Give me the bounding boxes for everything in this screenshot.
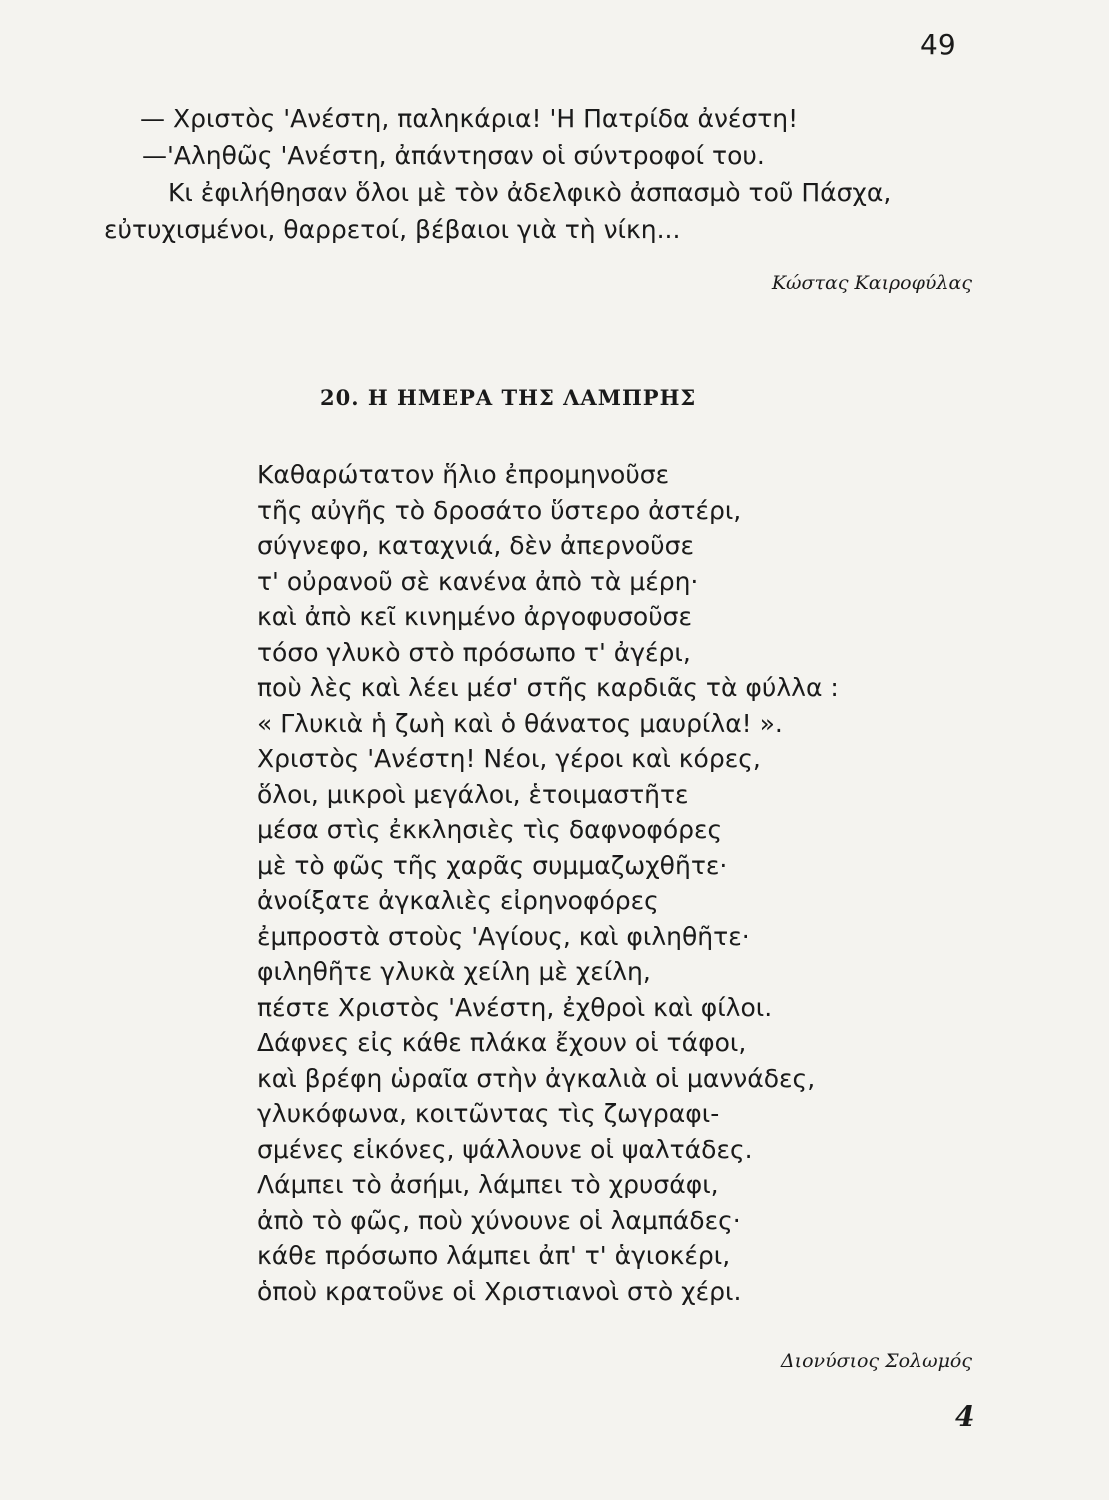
poem-line: γλυκόφωνα, κοιτῶντας τὶς ζωγραφι-: [257, 1099, 720, 1128]
poem-line: σμένες εἰκόνες, ψάλλουνε οἱ ψαλτάδες.: [257, 1134, 753, 1164]
signature-number: 4: [955, 1400, 975, 1433]
poem-line: ὅλοι, μικροὶ μεγάλοι, ἑτοιμαστῆτε: [257, 779, 689, 809]
poem-line: μὲ τὸ φῶς τῆς χαρᾶς συμμαζωχθῆτε·: [257, 850, 728, 880]
page-number: 49: [920, 28, 956, 61]
poem-line: φιληθῆτε γλυκὰ χείλη μὲ χείλη,: [257, 957, 651, 986]
poem-line: Δάφνες εἰς κάθε πλάκα ἔχουν οἱ τάφοι,: [257, 1028, 747, 1057]
poem-line: Καθαρώτατον ἥλιο ἐπρομηνοῦσε: [257, 460, 670, 489]
prose-passage: [104, 100, 972, 248]
poem-title: 20. Η ΗΜΕΡΑ ΤΗΣ ΛΑΜΠΡΗΣ: [320, 385, 697, 410]
poem-line: κάθε πρόσωπο λάμπει ἀπ' τ' ἁγιοκέρι,: [257, 1241, 731, 1270]
poem-line: τόσο γλυκὸ στὸ πρόσωπο τ' ἀγέρι,: [257, 637, 691, 667]
prose-author: Κώστας Καιροφύλας: [771, 272, 972, 294]
poem-line: μέσα στὶς ἐκκλησιὲς τὶς δαφνοφόρες: [257, 815, 723, 844]
poem-line: ἐμπροστὰ στοὺς 'Αγίους, καὶ φιληθῆτε·: [257, 921, 750, 951]
poem-line: τῆς αὐγῆς τὸ δροσάτο ὕστερο ἀστέρι,: [257, 495, 742, 525]
poem-line: ἀπὸ τὸ φῶς, ποὺ χύνουνε οἱ λαμπάδες·: [257, 1205, 741, 1235]
poem: [257, 457, 957, 1309]
prose-line: —'Αληθῶς 'Ανέστη, ἀπάντησαν οἱ σύντροφοί του.: [142, 141, 765, 170]
poem-line: πέστε Χριστὸς 'Ανέστη, ἐχθροὶ καὶ φίλοι.: [257, 992, 773, 1022]
poem-line: Χριστὸς 'Ανέστη! Νέοι, γέροι καὶ κόρες,: [257, 744, 761, 773]
prose-line: Κι ἐφιλήθησαν ὅλοι μὲ τὸν ἀδελφικὸ ἀσπασμὸ τοῦ Πάσχα,: [168, 178, 892, 207]
poem-line: ὁποὺ κρατοῦνε οἱ Χριστιανοὶ στὸ χέρι.: [257, 1276, 742, 1306]
poem-line: « Γλυκιὰ ἡ ζωὴ καὶ ὁ θάνατος μαυρίλα! ».: [257, 708, 783, 738]
poem-line: σύγνεφο, καταχνιά, δὲν ἀπερνοῦσε: [257, 531, 694, 560]
poem-line: καὶ βρέφη ὡραῖα στὴν ἀγκαλιὰ οἱ μαννάδες,: [257, 1063, 816, 1093]
prose-line: — Χριστὸς 'Ανέστη, παληκάρια! 'Η Πατρίδα ἀνέστη!: [140, 104, 799, 133]
poem-line: καὶ ἀπὸ κεῖ κινημένο ἀργοφυσοῦσε: [257, 602, 693, 631]
poem-line: Λάμπει τὸ ἀσήμι, λάμπει τὸ χρυσάφι,: [257, 1170, 719, 1199]
poem-line: ποὺ λὲς καὶ λέει μέσ' στῆς καρδιᾶς τὰ φύλλα :: [257, 673, 839, 702]
poem-author: Διονύσιος Σολωμός: [780, 1350, 972, 1372]
poem-line: ἀνοίξατε ἀγκαλιὲς εἰρηνοφόρες: [257, 886, 659, 915]
prose-line: εὐτυχισμένοι, θαρρετοί, βέβαιοι γιὰ τὴ νίκη...: [104, 215, 681, 244]
poem-line: τ' οὐρανοῦ σὲ κανένα ἀπὸ τὰ μέρη·: [257, 566, 699, 596]
